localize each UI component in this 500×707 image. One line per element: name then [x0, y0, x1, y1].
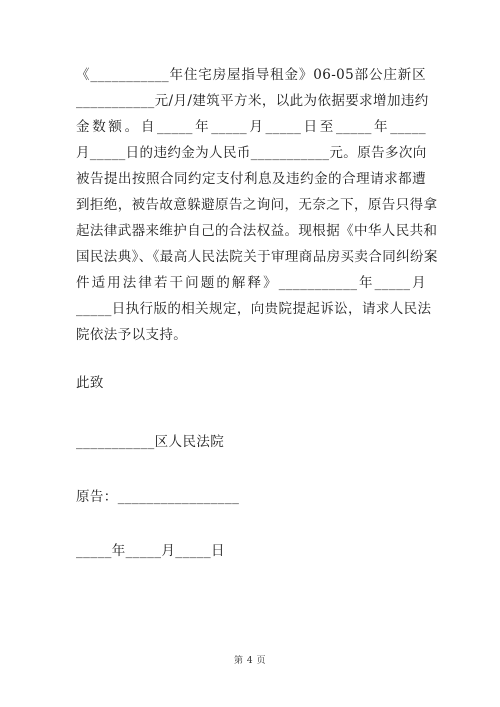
body-line: 金数额。自_____年_____月_____日至_____年_____	[76, 119, 426, 135]
body-line: 被告提出按照合同约定支付利息及违约金的合理请求都遭	[76, 171, 426, 187]
body-line: _____日执行版的相关规定，向贵院提起诉讼，请求人民法	[76, 301, 432, 317]
signature-date: _____年_____月_____日	[76, 543, 225, 559]
body-line: 起法律武器来维护自己的合法权益。现根据《中华人民共和	[76, 223, 438, 239]
body-line: ___________元/月/建筑平方米，以此为依据要求增加违约	[76, 93, 429, 109]
page-number: 第 4 页	[234, 656, 266, 666]
body-line: 件适用法律若干问题的解释》___________年_____月	[76, 275, 426, 291]
salutation: 此致	[76, 375, 104, 391]
body-line: 到拒绝，被告故意躲避原告之询问，无奈之下，原告只得拿	[76, 197, 438, 213]
body-line: 月_____日的违约金为人民币___________元。原告多次向	[76, 145, 427, 161]
body-line: 《___________年住宅房屋指导租金》06-05部公庄新区	[76, 67, 426, 83]
body-line: 院依法予以支持。	[76, 327, 188, 343]
plaintiff-signature: 原告：_________________	[76, 489, 240, 505]
petition-body	[76, 62, 438, 348]
body-line: 国民法典》、《最高人民法院关于审理商品房买卖合同纠纷案	[76, 249, 438, 265]
court-name: ___________区人民法院	[76, 434, 225, 450]
